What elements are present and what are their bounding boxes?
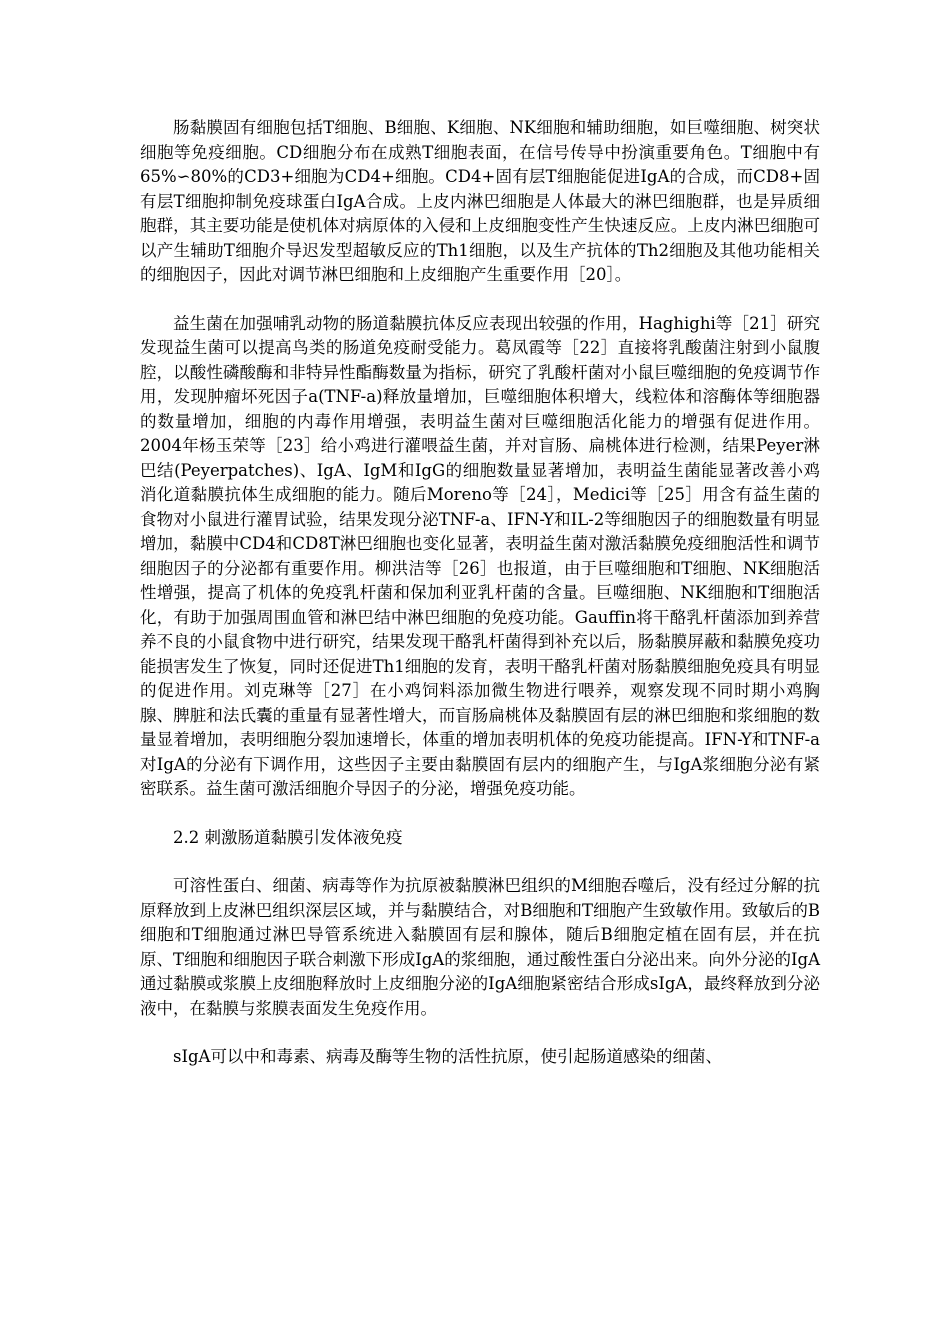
paragraph-siga: sIgA可以中和毒素、病毒及酶等生物的活性抗原，使引起肠道感染的细菌、 — [173, 1047, 722, 1066]
paragraph-lamina-propria-cells: 肠黏膜固有细胞包括T细胞、B细胞、K细胞、NK细胞和辅助细胞，如巨噬细胞、树突状细胞等免疫细胞。CD细胞分布在成熟T细胞表面，在信号传导中扮演重要角色。T细胞中有65%∽80%的CD3+细胞为CD4+细胞。CD4+固有层T细胞能促进IgA的合成，而CD8+固有层T细胞抑制免疫球蛋白IgA合成。上皮内淋巴细胞是人体最大的淋巴细胞群，也是异质细胞群，其主要功能是使机体对病原体的入侵和上皮细胞变性产生快速反应。上皮内淋巴细胞可以产生辅助T细胞介导迟发型超敏反应的Th1细胞，以及生产抗体的Th2细胞及其他功能相关的细胞因子，因此对调节淋巴细胞和上皮细胞产生重要作用［20］。 — [140, 118, 820, 284]
section-heading: 2.2 刺激肠道黏膜引发体液免疫 — [173, 827, 403, 847]
document-page — [140, 116, 820, 1070]
paragraph-probiotics-immunity: 益生菌在加强哺乳动物的肠道黏膜抗体反应表现出较强的作用，Haghighi等［21］研究发现益生菌可以提高鸟类的肠道免疫耐受能力。葛凤霞等［22］直接将乳酸菌注射到小鼠腹腔，以酸性磷酸酶和非特异性酯酶数量为指标，研究了乳酸杆菌对小鼠巨噬细胞的免疫调节作用，发现肿瘤坏死因子a(TNF-a)释放量增加，巨噬细胞体积增大，线粒体和溶酶体等细胞器的数量增加，细胞的内毒作用增强，表明益生菌对巨噬细胞活化能力的增强有促进作用。2004年杨玉荣等［23］给小鸡进行灌喂益生菌，并对盲肠、扁桃体进行检测，结果Peyer淋巴结(Peyerpatches)、IgA、IgM和IgG的细胞数量显著增加，表明益生菌能显著改善小鸡消化道黏膜抗体生成细胞的能力。随后Moreno等［24］，Medici等［25］用含有益生菌的食物对小鼠进行灌胃试验，结果发现分泌TNF-a、IFN-Y和IL-2等细胞因子的细胞数量有明显增加，黏膜中CD4和CD8T淋巴细胞也变化显著，表明益生菌对激活黏膜免疫细胞活性和调节细胞因子的分泌都有重要作用。柳洪洁等［26］也报道，由于巨噬细胞和T细胞、NK细胞活性增强，提高了机体的免疫乳杆菌和保加利亚乳杆菌的含量。巨噬细胞、NK细胞和T细胞活化，有助于加强周围血管和淋巴结中淋巴细胞的免疫功能。Gauffin将干酪乳杆菌添加到养营养不良的小鼠食物中进行研究，结果发现干酪乳杆菌得到补充以后，肠黏膜屏蔽和黏膜免疫功能损害发生了恢复，同时还促进Th1细胞的发育，表明干酪乳杆菌对肠黏膜细胞免疫具有明显的促进作用。刘克琳等［27］在小鸡饲料添加微生物进行喂养，观察发现不同时期小鸡胸腺、脾脏和法氏囊的重量有显著性增大，而盲肠扁桃体及黏膜固有层的淋巴细胞和浆细胞的数量显着增加，表明细胞分裂加速增长，体重的增加表明机体的免疫功能提高。IFN-Y和TNF-a对IgA的分泌有下调作用，这些因子主要由黏膜固有层内的细胞产生，与IgA浆细胞分泌有紧密联系。益生菌可激活细胞介导因子的分泌，增强免疫功能。 — [140, 313, 820, 798]
paragraph-humoral-immunity: 可溶性蛋白、细菌、病毒等作为抗原被黏膜淋巴组织的M细胞吞噬后，没有经过分解的抗原释放到上皮淋巴组织深层区域，并与黏膜结合，对B细胞和T细胞产生致敏作用。致敏后的B细胞和T细胞通过淋巴导管系统进入黏膜固有层和腺体，随后B细胞定植在固有层，并在抗原、T细胞和细胞因子联合刺激下形成IgA的浆细胞，通过酸性蛋白分泌出来。向外分泌的IgA通过黏膜或浆膜上皮细胞释放时上皮细胞分泌的IgA细胞紧密结合形成sIgA，最终释放到分泌液中，在黏膜与浆膜表面发生免疫作用。 — [140, 876, 820, 1018]
